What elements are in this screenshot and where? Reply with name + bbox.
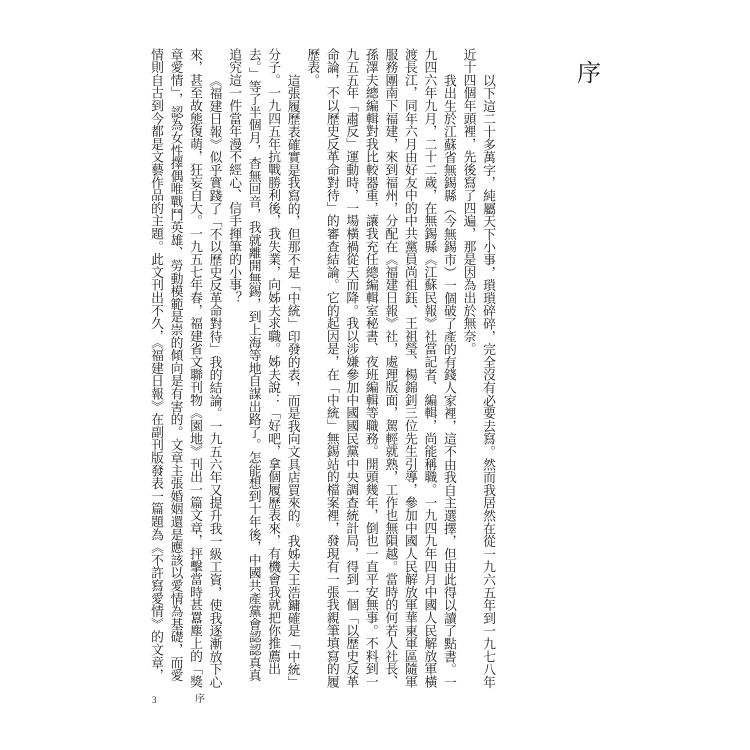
text-column: 情則自古到今都是文藝作品的主題。此文刊出不久，《福建日報》在副刊版發表一篇題為《不許寫愛情》的文章， (148, 48, 163, 682)
text-column: 渡長江，同年六月由好友中的中共黨員尚祖鈺、王祖瑩、楊錦釗三位先生引導，參加中國人民解放軍華東軍區隨軍 (402, 48, 417, 688)
page-number: 3 (152, 695, 157, 705)
text-column: 我出生於江蘇省無錫縣（今無錫市）一個破了產的有錢人家裡，這不由我自主選擇，但由此得以讀了點書。一 (441, 73, 456, 688)
text-column: 命論，不以歷史反革命對待」的審查結論。它的起因是，在「中統」無錫站的檔案裡，發現有一張我親筆填寫的履 (324, 48, 339, 688)
paragraph (458, 48, 497, 694)
text-column: 以下這二十多萬字，純屬天下小事，瑣瑣碎碎，完全沒有必要去寫。然而我居然在從一九六五年到一九七八年 (481, 73, 495, 688)
text-column: 九四六年九月，二十二歲，在無錫縣《江蘇民報》社當記者、編輯，尚能稱職。一九四九年四月中國人民解放軍橫 (422, 48, 437, 688)
paragraph (145, 48, 223, 694)
paragraph (302, 48, 458, 694)
text-column: 《福建日報》似乎實踐了「不以歷史反革命對待」我的結論。一九五六年又提升我一級工資，使我逐漸放下心 (207, 73, 222, 688)
text-column: 孫澤夫總編輯對我比較器重，讓我充任總編輯室秘書、夜班編輯等職務。開頭幾年，倒也一直平安無事。不料到一 (363, 48, 378, 688)
text-column: 歷表。 (305, 48, 320, 87)
chapter-title: 序 (577, 61, 601, 87)
paragraph (224, 48, 302, 694)
text-column: 來，甚至故態復萌，狂妄自大。一九五七年春，福建省文聯刊物《園地》刊出一篇文章，抨擊當時甚囂塵上的「獎 (188, 48, 203, 688)
text-column: 這張履歷表確實是我寫的，但那不是「中統」印發的表，而是我向文具店買來的。我姊夫王浩鏞確是「中統」 (285, 73, 300, 688)
text-column: 章愛情」，認為女性擇偶唯戰鬥英雄、勞動模範是崇的傾向是有害的。文章主張婚姻還是應該以愛情為基礎，而愛 (168, 48, 183, 682)
text-column: 服務團南下福建，來到福州，分配在《福建日報》社，處理版面，駕輕就熟，工作也無隕越。當時的何若人社長、 (383, 48, 398, 688)
text-column: 九五五年「肅反」運動時，一場橫禍從天而降。我以涉嫌參加中國國民黨中央調查統計局，得到一個「以歷史反革 (344, 48, 359, 688)
text-column: 去。」等了半個月，杳無回音，我就離開無錫，到上海等地自謀出路了。怎能想到十年後，中國共產黨會認認真真 (246, 48, 261, 682)
body-text (145, 48, 497, 694)
text-column: 近十四個年頭裡，先後寫了四遍，那是因為出於無奈。 (461, 48, 476, 356)
text-column: 分子。一九四五年抗戰勝利後，我失業，向姊夫求職。姊夫說：「好吧，拿個履歷表來，有機會我就把你推薦出 (266, 48, 281, 676)
text-column: 追究這一件當年漫不經心、信手揮筆的小事？ (227, 48, 242, 304)
running-head: 序 (195, 694, 205, 705)
